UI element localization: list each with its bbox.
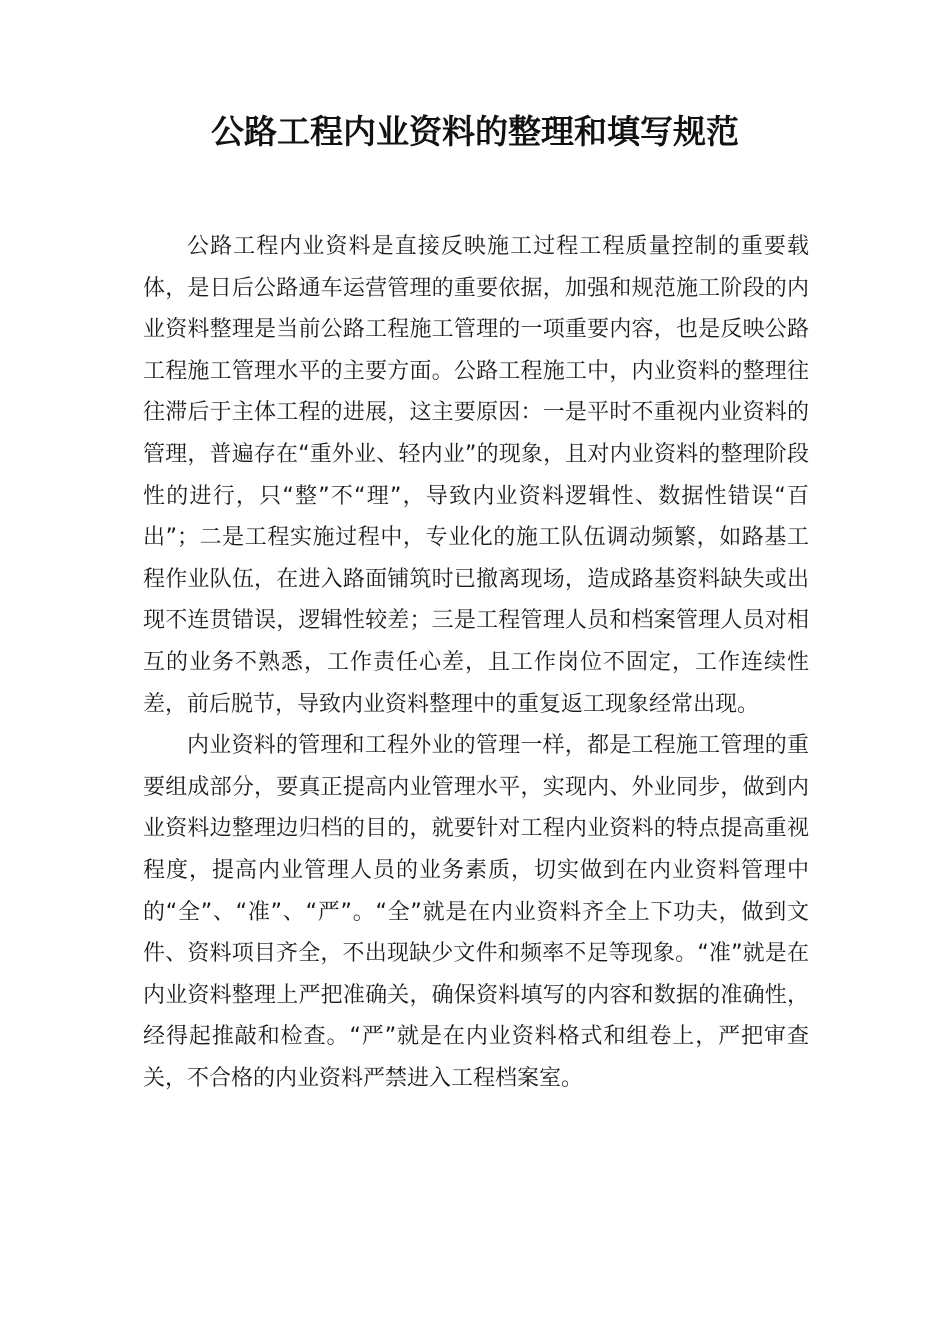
paragraph-1: 公路工程内业资料是直接反映施工过程工程质量控制的重要载体，是日后公路通车运营管理的重要依据，加强和规范施工阶段的内业资料整理是当前公路工程施工管理的一项重要内容，也是反映公路工程施工管理水平的主要方面。公路工程施工中，内业资料的整理往往滞后于主体工程的进展，这主要原因：一是平时不重视内业资料的管理，普遍存在“重外业、轻内业”的现象，且对内业资料的整理阶段性的进行，只“整”不“理”，导致内业资料逻辑性、数据性错误“百出”；二是工程实施过程中，专业化的施工队伍调动频繁，如路基工程作业队伍，在进入路面铺筑时已撤离现场，造成路基资料缺失或出现不连贯错误，逻辑性较差；三是工程管理人员和档案管理人员对相互的业务不熟悉，工作责任心差，且工作岗位不固定，工作连续性差，前后脱节，导致内业资料整理中的重复返工现象经常出现。 <box>143 234 809 717</box>
document-title: 公路工程内业资料的整理和填写规范 <box>211 112 739 151</box>
document-body <box>143 226 809 1099</box>
paragraph-2: 内业资料的管理和工程外业的管理一样，都是工程施工管理的重要组成部分，要真正提高内业管理水平，实现内、外业同步，做到内业资料边整理边归档的目的，就要针对工程内业资料的特点提高重视程度，提高内业管理人员的业务素质，切实做到在内业资料管理中的“全”、“准”、“严”。“全”就是在内业资料齐全上下功夫，做到文件、资料项目齐全，不出现缺少文件和频率不足等现象。“准”就是在内业资料整理上严把准确关，确保资料填写的内容和数据的准确性，经得起推敲和检查。“严”就是在内业资料格式和组卷上，严把审查关，不合格的内业资料严禁进入工程档案室。 <box>143 733 809 1091</box>
